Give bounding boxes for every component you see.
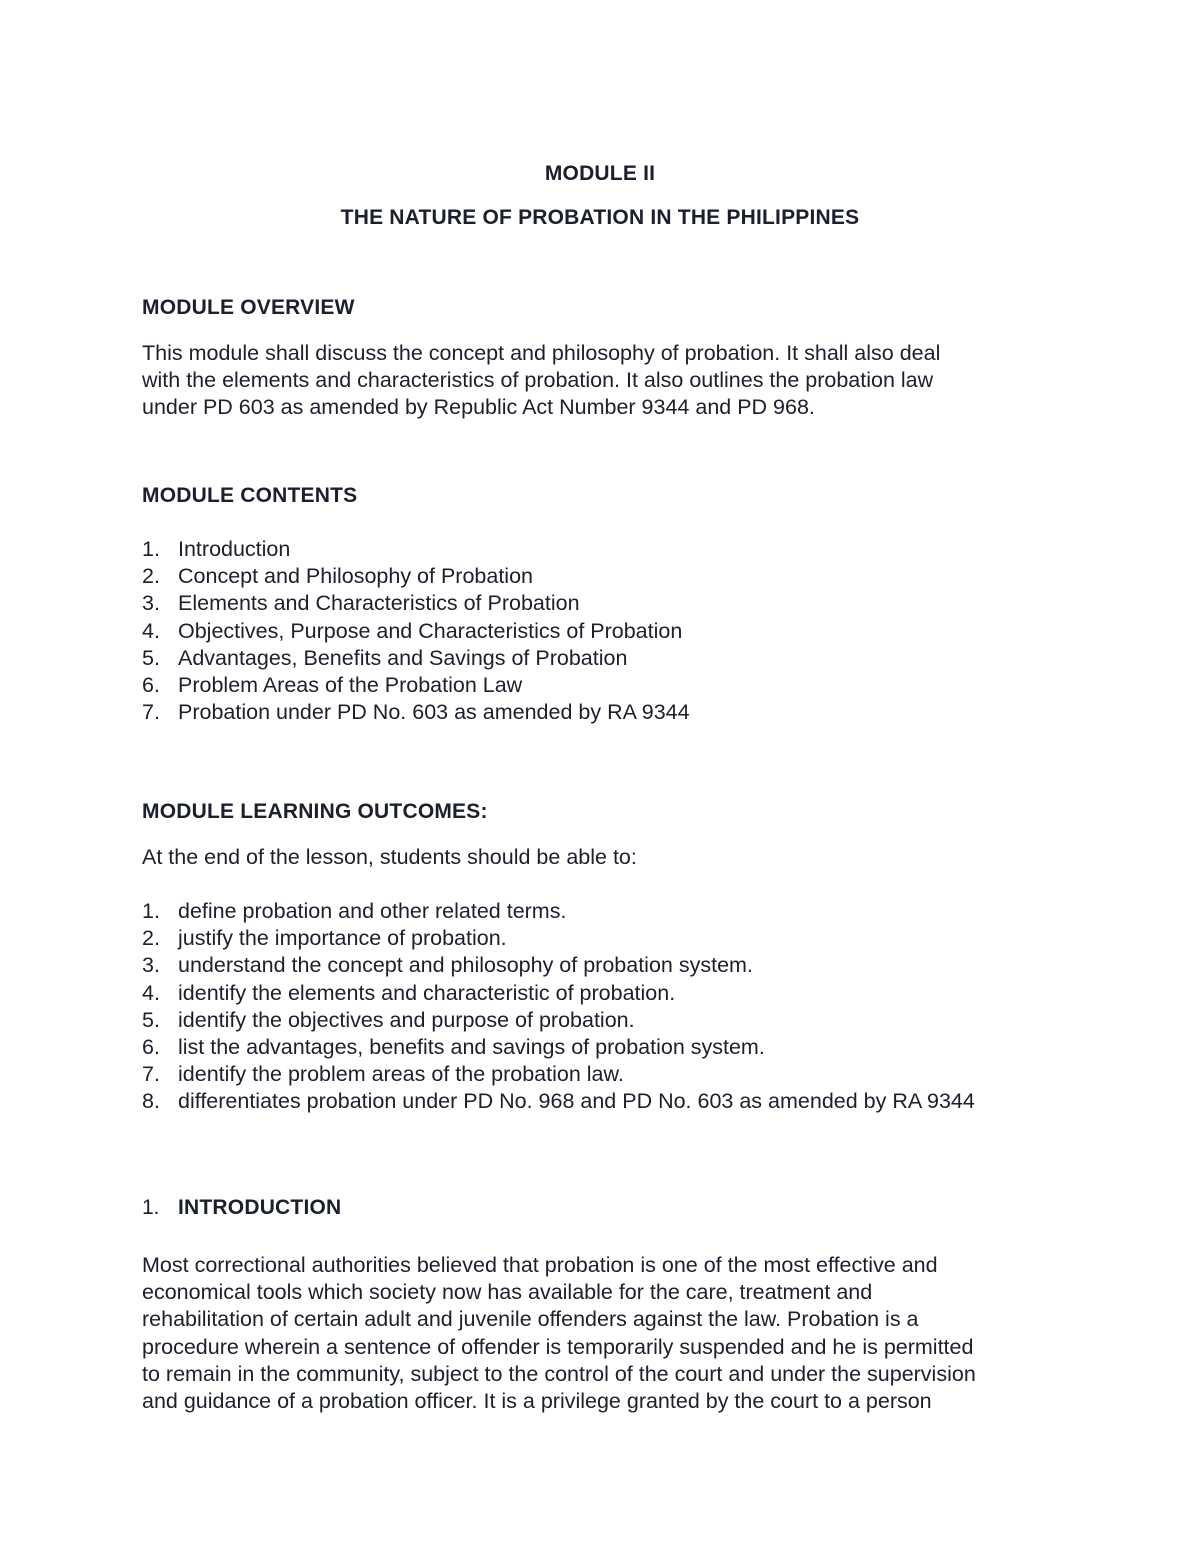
list-text: identify the problem areas of the probation law. <box>178 1062 624 1087</box>
list-item <box>142 1061 975 1088</box>
list-item <box>142 590 690 617</box>
list-item <box>142 618 690 645</box>
list-number: 1. <box>142 537 160 561</box>
overview-line: under PD 603 as amended by Republic Act Number 9344 and PD 968. <box>142 395 815 420</box>
list-number: 3. <box>142 591 160 616</box>
introduction-line: to remain in the community, subject to the control of the court and under the supervision <box>142 1361 976 1386</box>
outcomes-intro <box>142 844 1062 871</box>
module-title: THE NATURE OF PROBATION IN THE PHILIPPINES <box>340 206 860 229</box>
list-number: 7. <box>142 1062 160 1087</box>
list-text: Advantages, Benefits and Savings of Probation <box>178 645 628 670</box>
list-number: 6. <box>142 672 160 697</box>
list-item <box>142 898 975 925</box>
list-number: 5. <box>142 1007 160 1032</box>
list-item <box>142 980 975 1007</box>
introduction-line: procedure wherein a sentence of offender is temporarily suspended and he is permitted <box>142 1334 974 1359</box>
list-number: 2. <box>142 926 160 951</box>
list-item <box>142 925 975 952</box>
list-item <box>142 1088 975 1115</box>
overview-line: with the elements and characteristics of probation. It also outlines the probation law <box>142 368 934 393</box>
introduction-paragraph <box>142 1252 1062 1415</box>
list-number: 5. <box>142 645 160 670</box>
list-item <box>142 699 690 726</box>
list-text: Elements and Characteristics of Probation <box>178 591 580 616</box>
list-item <box>142 672 690 699</box>
list-text: identify the objectives and purpose of probation. <box>178 1007 635 1032</box>
introduction-line: economical tools which society now has available for the care, treatment and <box>142 1280 873 1305</box>
list-number: 3. <box>142 953 160 978</box>
list-text: differentiates probation under PD No. 968 and PD No. 603 as amended by RA 9344 <box>178 1089 975 1114</box>
overview-paragraph <box>142 340 1062 422</box>
introduction-line: rehabilitation of certain adult and juvenile offenders against the law. Probation is a <box>142 1307 919 1332</box>
contents-heading: MODULE CONTENTS <box>142 484 358 507</box>
list-number: 8. <box>142 1089 160 1114</box>
list-text: Concept and Philosophy of Probation <box>178 564 533 589</box>
outcomes-heading: MODULE LEARNING OUTCOMES: <box>142 800 488 823</box>
list-text: Introduction <box>178 537 291 561</box>
list-text: Probation under PD No. 603 as amended by RA 9344 <box>178 700 690 725</box>
introduction-line: and guidance of a probation officer. It is a privilege granted by the court to a person <box>142 1388 932 1413</box>
module-label: MODULE II <box>544 162 656 185</box>
list-text: understand the concept and philosophy of probation system. <box>178 953 753 978</box>
list-text: Objectives, Purpose and Characteristics of Probation <box>178 618 683 643</box>
introduction-title: INTRODUCTION <box>178 1196 342 1219</box>
list-item <box>142 536 690 563</box>
introduction-line: Most correctional authorities believed that probation is one of the most effective and <box>142 1253 938 1277</box>
overview-heading: MODULE OVERVIEW <box>142 296 355 319</box>
list-number: 4. <box>142 980 160 1005</box>
list-text: justify the importance of probation. <box>178 926 507 951</box>
list-text: Problem Areas of the Probation Law <box>178 672 523 697</box>
list-text: define probation and other related terms. <box>178 899 567 923</box>
contents-list <box>142 536 690 726</box>
introduction-heading <box>142 1196 341 1220</box>
list-item <box>142 1007 975 1034</box>
list-number: 6. <box>142 1034 160 1059</box>
outcomes-list <box>142 898 975 1116</box>
list-number: 2. <box>142 564 160 589</box>
list-item <box>142 645 690 672</box>
list-item <box>142 1034 975 1061</box>
list-number: 7. <box>142 700 160 725</box>
list-item <box>142 952 975 979</box>
overview-line: This module shall discuss the concept and philosophy of probation. It shall also deal <box>142 341 941 365</box>
list-text: list the advantages, benefits and savings of probation system. <box>178 1034 765 1059</box>
list-number: 1. <box>142 899 160 923</box>
list-text: identify the elements and characteristic of probation. <box>178 980 676 1005</box>
outcomes-intro-line: At the end of the lesson, students should be able to: <box>142 845 637 869</box>
list-number: 4. <box>142 618 160 643</box>
list-item <box>142 563 690 590</box>
introduction-number: 1. <box>142 1196 160 1219</box>
